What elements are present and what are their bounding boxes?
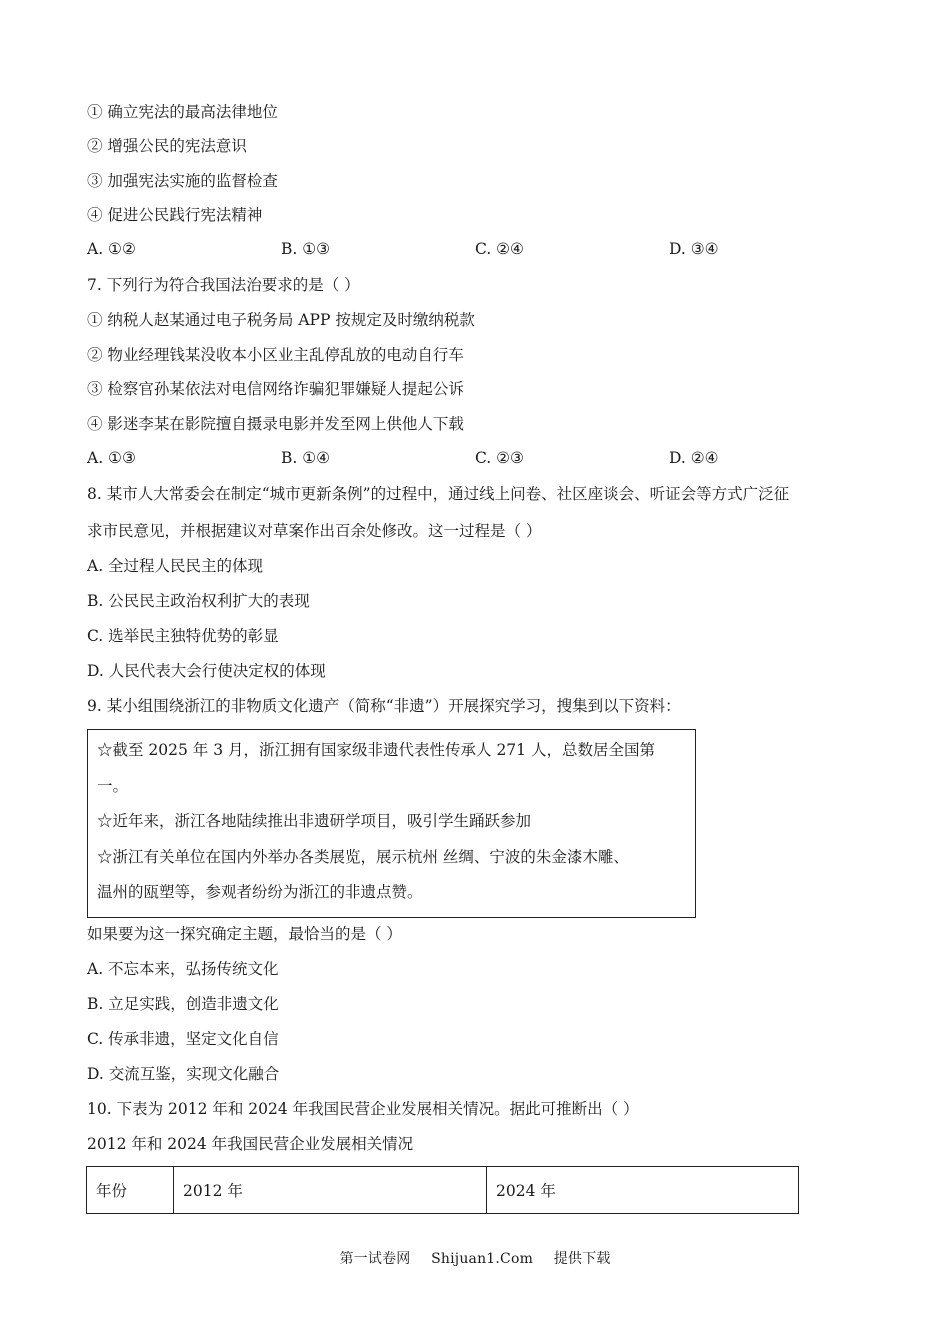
- q10-table-title: 2012 年和 2024 年我国民营企业发展相关情况: [87, 1135, 414, 1153]
- q9-material-line-5: 温州的瓯塑等，参观者纷纷为浙江的非遗点赞。: [97, 883, 423, 901]
- table-header-row: [87, 1167, 799, 1214]
- q9-option-a: A. 不忘本来，弘扬传统文化: [87, 960, 279, 978]
- q6-item-2: ② 增强公民的宪法意识: [87, 137, 247, 155]
- q8-option-c: C. 选举民主独特优势的彰显: [87, 627, 279, 645]
- q7-option-c: C. ②③: [475, 449, 524, 467]
- footer-site-name: 第一试卷网: [339, 1251, 411, 1267]
- q9-material-box: [87, 729, 696, 918]
- q9-option-d: D. 交流互鉴，实现文化融合: [87, 1065, 280, 1083]
- q9-question: 如果要为这一探究确定主题，最恰当的是（ ）: [87, 925, 402, 943]
- q8-stem-line1: 8. 某市人大常委会在制定“城市更新条例”的过程中，通过线上问卷、社区座谈会、听证会等方式广泛征: [87, 485, 790, 503]
- q7-option-d: D. ②④: [669, 449, 719, 467]
- q7-item-3: ③ 检察官孙某依法对电信网络诈骗犯罪嫌疑人提起公诉: [87, 380, 464, 398]
- q6-item-1: ① 确立宪法的最高法律地位: [87, 103, 278, 121]
- q9-material-line-4: ☆浙江有关单位在国内外举办各类展览，展示杭州 丝绸、宁波的朱金漆木雕、: [97, 848, 629, 866]
- footer-download-text: 提供下载: [553, 1251, 611, 1267]
- q7-item-4: ④ 影迷李某在影院擅自摄录电影并发至网上供他人下载: [87, 415, 464, 433]
- q10-stem: 10. 下表为 2012 年和 2024 年我国民营企业发展相关情况。据此可推断出（ ）: [87, 1100, 639, 1118]
- q7-stem: 7. 下列行为符合我国法治要求的是（ ）: [87, 276, 360, 294]
- q8-option-d: D. 人民代表大会行使决定权的体现: [87, 662, 326, 680]
- q7-item-2: ② 物业经理钱某没收本小区业主乱停乱放的电动自行车: [87, 346, 464, 364]
- q9-material-line-2: 一。: [97, 777, 129, 795]
- q6-option-d: D. ③④: [669, 240, 719, 258]
- q6-option-b: B. ①③: [281, 240, 331, 258]
- q7-option-a: A. ①③: [87, 449, 136, 467]
- table-header-cell: 年份: [87, 1167, 174, 1214]
- q9-option-c: C. 传承非遗，坚定文化自信: [87, 1030, 279, 1048]
- q7-item-1: ① 纳税人赵某通过电子税务局 APP 按规定及时缴纳税款: [87, 311, 475, 329]
- q6-item-3: ③ 加强宪法实施的监督检查: [87, 172, 278, 190]
- q7-option-b: B. ①④: [281, 449, 331, 467]
- q9-option-b: B. 立足实践，创造非遗文化: [87, 995, 279, 1013]
- q9-material-line-3: ☆近年来，浙江各地陆续推出非遗研学项目，吸引学生踊跃参加: [97, 812, 532, 830]
- q8-stem-line2: 求市民意见，并根据建议对草案作出百余处修改。这一过程是（ ）: [87, 522, 542, 540]
- q6-option-c: C. ②④: [475, 240, 524, 258]
- q8-option-b: B. 公民民主政治权利扩大的表现: [87, 592, 310, 610]
- page-footer: [0, 1248, 950, 1268]
- table-header-cell: 2012 年: [174, 1167, 487, 1214]
- q9-material-line-1: ☆截至 2025 年 3 月，浙江拥有国家级非遗代表性传承人 271 人，总数居全国第: [97, 741, 655, 759]
- table-header-cell: 2024 年: [487, 1167, 799, 1214]
- q9-stem: 9. 某小组围绕浙江的非物质文化遗产（简称“非遗”）开展探究学习，搜集到以下资料：: [87, 697, 681, 715]
- q10-table: [86, 1166, 799, 1214]
- q6-item-4: ④ 促进公民践行宪法精神: [87, 206, 263, 224]
- footer-site-url: Shijuan1.Com: [431, 1251, 534, 1267]
- q8-option-a: A. 全过程人民民主的体现: [87, 557, 264, 575]
- q6-option-a: A. ①②: [87, 240, 136, 258]
